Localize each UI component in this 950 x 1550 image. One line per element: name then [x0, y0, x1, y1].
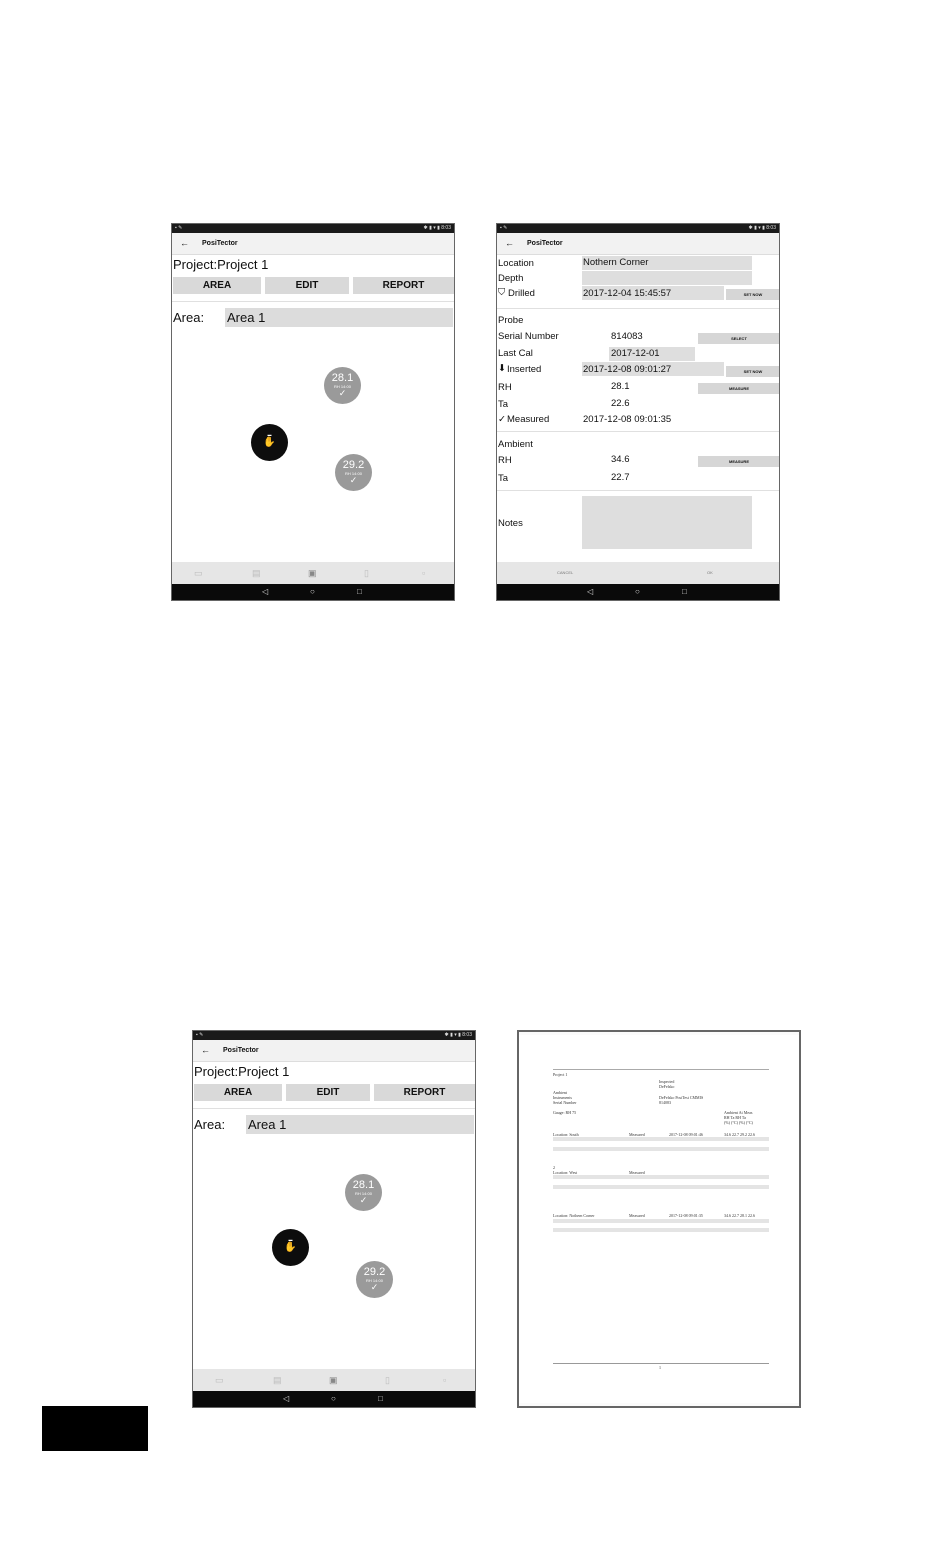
- notes-field[interactable]: [582, 496, 752, 549]
- phone-project-screen-top: [171, 223, 455, 601]
- report-s1-date: 2017-12-08 09:01:46: [669, 1132, 703, 1137]
- nav-back-icon[interactable]: ◁: [262, 587, 269, 596]
- rh-label: RH: [498, 382, 512, 393]
- drill-icon: ⛉: [498, 287, 506, 298]
- phone-report-preview: [517, 1030, 801, 1408]
- report-instruments: Instruments: [553, 1095, 572, 1100]
- report-s3-vals: 34.6 22.7 28.1 22.6: [724, 1213, 755, 1218]
- report-page-number: 1: [659, 1365, 661, 1370]
- area-value-field[interactable]: [225, 308, 453, 327]
- system-nav-bar: [497, 584, 779, 600]
- probe-header: Probe: [498, 315, 524, 326]
- nav-recent-icon[interactable]: □: [378, 1394, 383, 1403]
- status-bar: [497, 224, 779, 233]
- set-now-button[interactable]: SET NOW: [726, 366, 780, 377]
- pending-marker[interactable]: [251, 424, 288, 461]
- measure-button[interactable]: MEASURE: [698, 456, 780, 467]
- back-arrow-icon[interactable]: ←: [505, 238, 514, 248]
- depth-label: Depth: [498, 273, 524, 284]
- report-row-band: [553, 1228, 769, 1232]
- set-now-button[interactable]: SET NOW: [726, 289, 780, 300]
- nav-home-icon[interactable]: ○: [310, 587, 315, 596]
- tool-icon[interactable]: ▯: [385, 1375, 390, 1385]
- ambient-ta-value: 22.7: [611, 472, 630, 483]
- location-label: Location: [498, 258, 534, 269]
- rh-value: 28.1: [611, 381, 630, 392]
- depth-field[interactable]: [582, 271, 752, 285]
- report-gauge: Gauge: RH 75: [553, 1110, 577, 1115]
- measured-value: 2017-12-08 09:01:35: [583, 414, 672, 425]
- last-cal-value: 2017-12-01: [611, 348, 660, 359]
- area-selector[interactable]: [173, 308, 453, 327]
- drilled-label: Drilled: [508, 288, 535, 299]
- status-left: ▪ ✎: [196, 1032, 204, 1038]
- report-button[interactable]: REPORT: [353, 277, 454, 294]
- phone-project-screen-bottom: [192, 1030, 476, 1408]
- report-s1-measured: Measured: [629, 1132, 645, 1137]
- system-nav-bar: [193, 1391, 475, 1407]
- report-serial: Serial Number: [553, 1100, 577, 1105]
- check-icon: ✓: [349, 475, 358, 485]
- report-cols2: RH Ta RH Ta: [724, 1115, 746, 1120]
- status-bar: [193, 1031, 475, 1040]
- divider: [497, 308, 779, 309]
- location-value: Nothern Corner: [583, 257, 649, 268]
- edit-button[interactable]: EDIT: [265, 277, 349, 294]
- project-title: Project:Project 1: [173, 257, 269, 272]
- bottom-toolbar: [193, 1369, 475, 1391]
- area-selector[interactable]: [194, 1115, 474, 1134]
- status-left: ▪ ✎: [175, 225, 183, 231]
- tool-icon[interactable]: ▯: [364, 568, 369, 578]
- marker-value: 29.2: [363, 1266, 386, 1278]
- tool-icon[interactable]: ▫: [422, 568, 426, 578]
- edit-button[interactable]: EDIT: [286, 1084, 370, 1101]
- area-label: Area:: [173, 310, 205, 325]
- marker-value: 28.1: [331, 372, 354, 384]
- report-s3-loc: Location: Nothern Corner: [553, 1213, 595, 1218]
- tool-icon[interactable]: ▭: [215, 1375, 224, 1385]
- ta-value: 22.6: [611, 398, 630, 409]
- marker-sub: RH 14:00: [355, 1191, 372, 1196]
- report-cols3: (%) (°C) (%) (°C): [724, 1120, 753, 1125]
- ok-button[interactable]: OK: [707, 570, 713, 575]
- measurement-marker[interactable]: [345, 1174, 382, 1211]
- app-bar: [497, 233, 779, 255]
- report-row-band: [553, 1175, 769, 1179]
- ambient-ta-label: Ta: [498, 473, 509, 484]
- inserted-value: 2017-12-08 09:01:27: [583, 364, 672, 375]
- pending-marker[interactable]: [272, 1229, 309, 1266]
- report-instruments-val: DeFelsko PosiTest CMMIS: [659, 1095, 704, 1100]
- check-icon: ✓: [338, 388, 347, 398]
- report-s2-measured: Measured: [629, 1170, 645, 1175]
- system-nav-bar: [172, 584, 454, 600]
- divider: [497, 490, 779, 491]
- app-bar: [193, 1040, 475, 1062]
- back-arrow-icon[interactable]: ←: [201, 1045, 210, 1055]
- measurement-marker[interactable]: [356, 1261, 393, 1298]
- marker-value: 29.2: [342, 459, 365, 471]
- probe-icon: ✋: [284, 1242, 297, 1253]
- app-title: PosiTector: [202, 240, 238, 247]
- project-title: Project:Project 1: [194, 1064, 290, 1079]
- check-icon: ✓: [359, 1195, 368, 1205]
- inserted-icon: ⬇: [498, 363, 506, 374]
- check-icon: ✓: [370, 1282, 379, 1292]
- ta-label: Ta: [498, 399, 509, 410]
- pending-marker-sub: ▬: [267, 432, 272, 437]
- report-s2-num: 2: [553, 1165, 555, 1170]
- report-row-band: [553, 1147, 769, 1151]
- marker-sub: RH 14:00: [345, 471, 362, 476]
- report-row-band: [553, 1185, 769, 1189]
- report-serial-val: 814083: [659, 1100, 671, 1105]
- back-arrow-icon[interactable]: ←: [180, 238, 189, 248]
- report-row-band: [553, 1219, 769, 1223]
- tool-icon[interactable]: ▣: [308, 568, 317, 578]
- tool-icon[interactable]: ▤: [273, 1375, 282, 1385]
- status-bar: [172, 224, 454, 233]
- area-button[interactable]: AREA: [194, 1084, 282, 1101]
- cancel-button[interactable]: CANCEL: [557, 570, 574, 575]
- divider: [497, 431, 779, 432]
- drilled-value: 2017-12-04 15:45:57: [583, 288, 672, 299]
- bottom-toolbar: [172, 562, 454, 584]
- report-bottom-rule: [553, 1363, 769, 1364]
- app-title: PosiTector: [527, 240, 563, 247]
- status-left: ▪ ✎: [500, 225, 508, 231]
- select-button[interactable]: SELECT: [698, 333, 780, 344]
- notes-label: Notes: [498, 518, 523, 529]
- measured-check-icon: ✓: [498, 414, 506, 425]
- measured-label: Measured: [507, 414, 550, 425]
- phone-detail-screen: [496, 223, 780, 601]
- marker-sub: RH 14:00: [366, 1278, 383, 1283]
- nav-recent-icon[interactable]: □: [357, 587, 362, 596]
- ambient-header: Ambient: [498, 439, 533, 450]
- area-value: Area 1: [248, 1117, 287, 1132]
- report-s1-loc: Location: South: [553, 1132, 579, 1137]
- report-inspected: Inspected: [659, 1079, 675, 1084]
- divider: [172, 301, 454, 302]
- status-right: ✱ ▮ ▾ ▮ 8:03: [423, 225, 451, 231]
- report-s1-vals: 34.6 22.7 29.2 22.6: [724, 1132, 755, 1137]
- status-right: ✱ ▮ ▾ ▮ 8:03: [444, 1032, 472, 1038]
- report-project: Project 1: [553, 1072, 568, 1077]
- area-value-field[interactable]: [246, 1115, 474, 1134]
- report-cols: Ambient At Meas: [724, 1110, 753, 1115]
- report-page: [519, 1035, 799, 1403]
- tool-icon[interactable]: ▣: [329, 1375, 338, 1385]
- area-value: Area 1: [227, 310, 266, 325]
- probe-icon: ✋: [263, 437, 276, 448]
- marker-value: 28.1: [352, 1179, 375, 1191]
- report-inspected-by: DeFelsko: [659, 1084, 675, 1089]
- pending-marker-sub: ▬: [288, 1237, 293, 1242]
- marker-sub: RH 14:00: [334, 384, 351, 389]
- nav-home-icon[interactable]: ○: [331, 1394, 336, 1403]
- tool-icon[interactable]: ▫: [443, 1375, 447, 1385]
- nav-back-icon[interactable]: ◁: [587, 587, 594, 596]
- ambient-rh-value: 34.6: [611, 454, 630, 465]
- dialog-action-bar: [497, 562, 779, 584]
- measurement-marker[interactable]: [335, 454, 372, 491]
- nav-back-icon[interactable]: ◁: [283, 1394, 290, 1403]
- divider: [193, 1108, 475, 1109]
- report-top-rule: [553, 1069, 769, 1070]
- app-bar: [172, 233, 454, 255]
- serial-number-label: Serial Number: [498, 331, 559, 342]
- tool-icon[interactable]: ▭: [194, 568, 203, 578]
- report-button[interactable]: REPORT: [374, 1084, 475, 1101]
- app-title: PosiTector: [223, 1047, 259, 1054]
- report-ambient: Ambient: [553, 1090, 567, 1095]
- measure-button[interactable]: MEASURE: [698, 383, 780, 394]
- status-right: ✱ ▮ ▾ ▮ 8:03: [748, 225, 776, 231]
- last-cal-label: Last Cal: [498, 348, 533, 359]
- measurement-marker[interactable]: [324, 367, 361, 404]
- nav-home-icon[interactable]: ○: [635, 587, 640, 596]
- area-button[interactable]: AREA: [173, 277, 261, 294]
- page-tab-block: [42, 1406, 148, 1451]
- report-s3-measured: Measured: [629, 1213, 645, 1218]
- report-s3-date: 2017-12-08 09:01:35: [669, 1213, 703, 1218]
- area-label: Area:: [194, 1117, 226, 1132]
- nav-recent-icon[interactable]: □: [682, 587, 687, 596]
- ambient-rh-label: RH: [498, 455, 512, 466]
- inserted-label: Inserted: [507, 364, 542, 375]
- tool-icon[interactable]: ▤: [252, 568, 261, 578]
- report-row-band: [553, 1137, 769, 1141]
- report-s2-loc: Location: West: [553, 1170, 578, 1175]
- serial-number-value: 814083: [611, 331, 643, 342]
